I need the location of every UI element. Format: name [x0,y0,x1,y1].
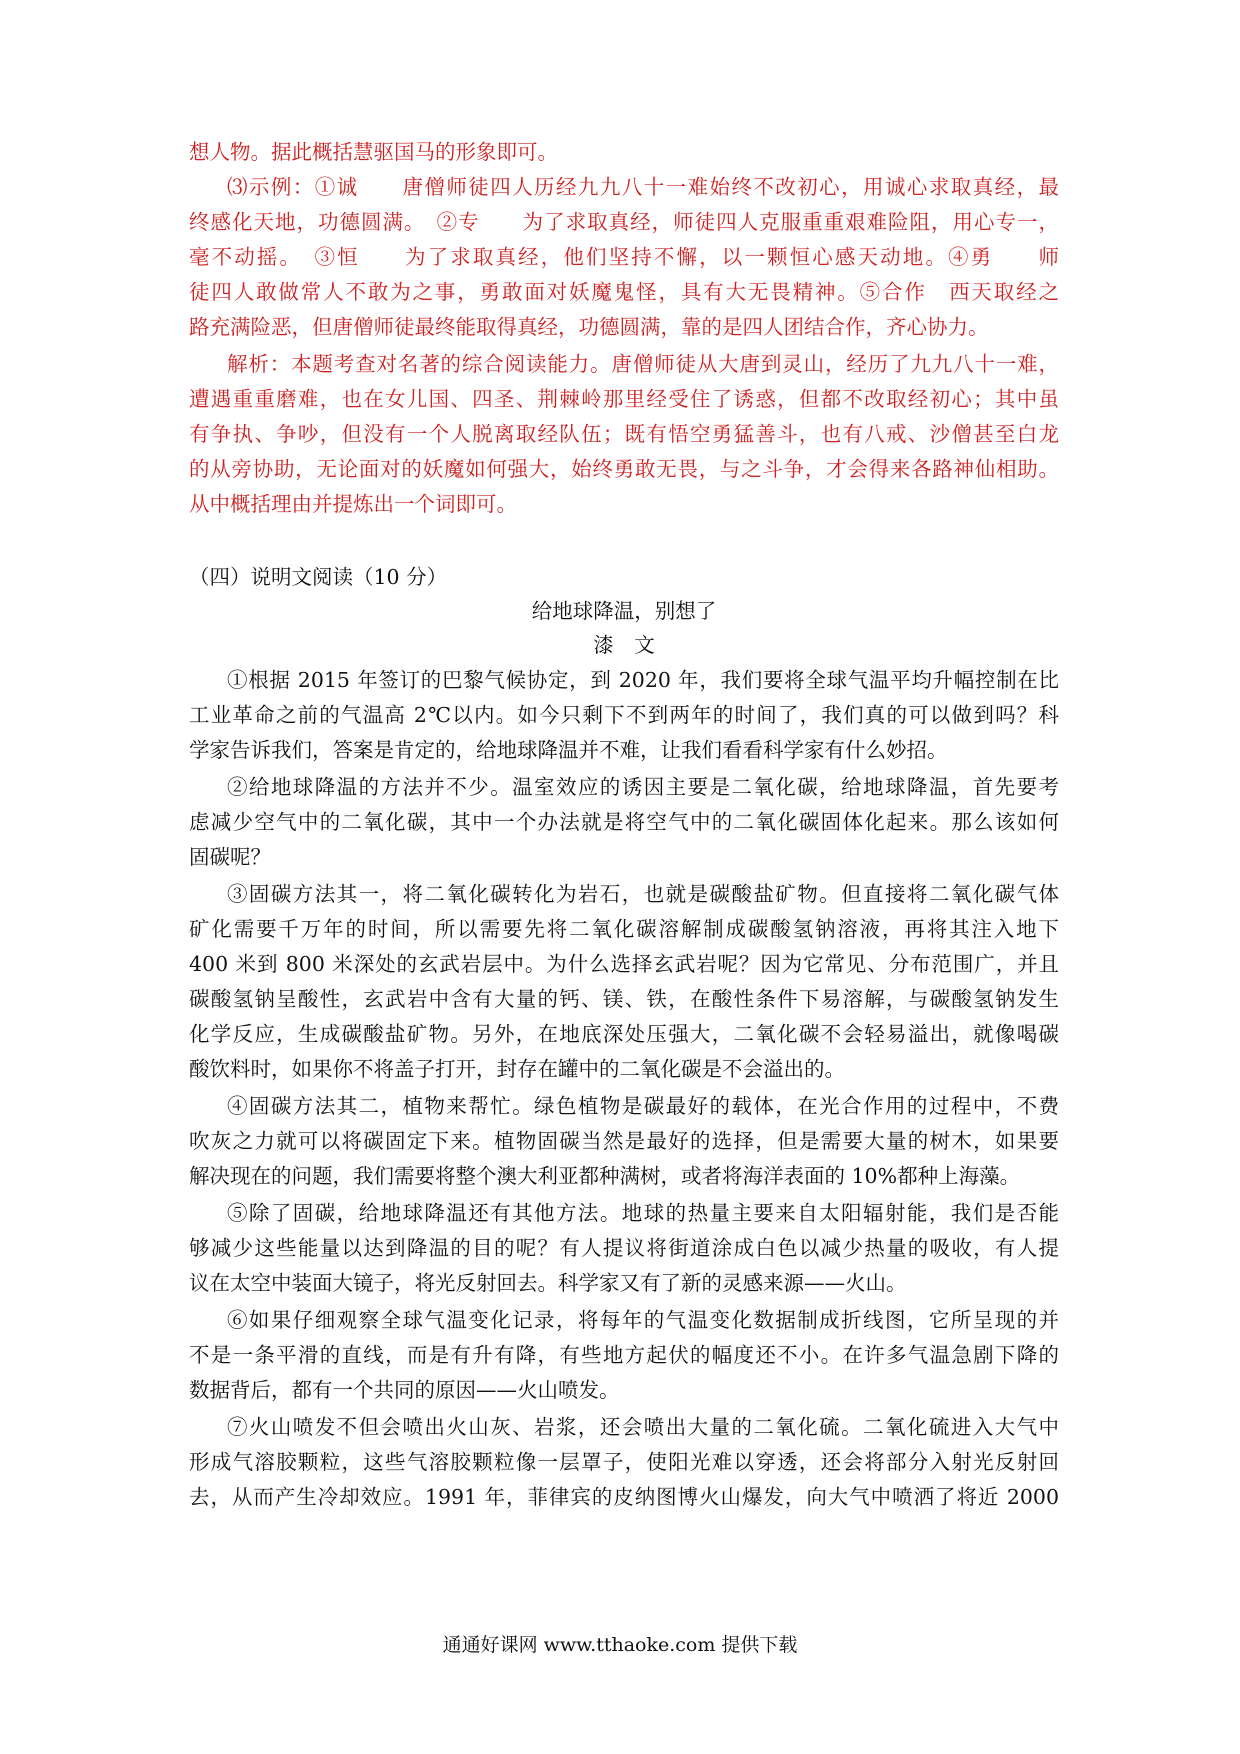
article-line: ⑤除了固碳，给地球降温还有其他方法。地球的热量主要来自太阳辐射能，我们是否能 [227,1201,1059,1225]
article-line: 碳酸氢钠呈酸性，玄武岩中含有大量的钙、镁、铁，在酸性条件下易溶解，与碳酸氢钠发生 [189,987,1059,1011]
article-line: 矿化需要千万年的时间，所以需要先将二氧化碳溶解制成碳酸氢钠溶液，再将其注入地下 [189,917,1059,941]
analysis-line: 有争执、争吵，但没有一个人脱离取经队伍；既有悟空勇猛善斗，也有八戒、沙僧甚至白龙 [189,422,1059,446]
analysis-line: 遭遇重重磨难，也在女儿国、四圣、荆棘岭那里经受住了诱惑，但都不改取经初心；其中虽 [189,387,1059,411]
article-line: ②给地球降温的方法并不少。温室效应的诱因主要是二氧化碳，给地球降温，首先要考 [227,775,1059,799]
answer-line: 想人物。据此概括慧驱国马的形象即可。 [189,140,558,164]
article-title: 给地球降温，别想了 [531,599,717,623]
article-line: 化学反应，生成碳酸盐矿物。另外，在地底深处压强大，二氧化碳不会轻易溢出，就像喝碳 [189,1022,1059,1046]
analysis-line: 解析：本题考查对名著的综合阅读能力。唐僧师徒从大唐到灵山，经历了九九八十一难， [227,352,1059,376]
answer-line: ⑶示例：①诚 唐僧师徒四人历经九九八十一难始终不改初心，用诚心求取真经，最 [227,175,1059,199]
analysis-line: 的从旁协助，无论面对的妖魔如何强大，始终勇敢无畏，与之斗争，才会得来各路神仙相助。 [189,457,1059,481]
answer-line: 毫不动摇。 ③恒 为了求取真经，他们坚持不懈，以一颗恒心感天动地。④勇 师 [189,245,1059,269]
article-line: 形成气溶胶颗粒，这些气溶胶颗粒像一层罩子，使阳光难以穿透，还会将部分入射光反射回 [189,1450,1059,1474]
article-line: ⑥如果仔细观察全球气温变化记录，将每年的气温变化数据制成折线图，它所呈现的并 [227,1308,1059,1332]
article-line: 吹灰之力就可以将碳固定下来。植物固碳当然是最好的选择，但是需要大量的树木，如果要 [189,1129,1059,1153]
article-line: 虑减少空气中的二氧化碳，其中一个办法就是将空气中的二氧化碳固体化起来。那么该如何 [189,810,1059,834]
article-line: 够减少这些能量以达到降温的目的呢？有人提议将街道涂成白色以减少热量的吸收，有人提 [189,1236,1059,1260]
answer-line: 徒四人敢做常人不敢为之事，勇敢面对妖魔鬼怪，具有大无畏精神。⑤合作 西天取经之 [189,280,1059,304]
article-line: 去，从而产生冷却效应。1991 年，菲律宾的皮纳图博火山爆发，向大气中喷洒了将近 2000 [189,1485,1059,1509]
article-line: ⑦火山喷发不但会喷出火山灰、岩浆，还会喷出大量的二氧化硫。二氧化硫进入大气中 [227,1415,1059,1439]
article-line: 不是一条平滑的直线，而是有升有降，有些地方起伏的幅度还不小。在许多气温急剧下降的 [189,1343,1059,1367]
answer-line: 路充满险恶，但唐僧师徒最终能取得真经，功德圆满，靠的是四人团结合作，齐心协力。 [189,315,989,339]
page-footer: 通通好课网 www.tthaoke.com 提供下载 [442,1634,798,1656]
answer-line: 终感化天地，功德圆满。 ②专 为了求取真经，师徒四人克服重重艰难险阻，用心专一， [189,210,1059,234]
article-author: 漆 文 [593,633,655,657]
article-line: 400 米到 800 米深处的玄武岩层中。为什么选择玄武岩呢？因为它常见、分布范围广，并且 [189,952,1059,976]
article-line: 数据背后，都有一个共同的原因——火山喷发。 [189,1378,620,1402]
article-line: ④固碳方法其二，植物来帮忙。绿色植物是碳最好的载体，在光合作用的过程中，不费 [227,1094,1059,1118]
article-line: 固碳呢？ [189,845,271,869]
article-line: 议在太空中装面大镜子，将光反射回去。科学家又有了新的灵感来源——火山。 [189,1271,907,1295]
article-line: 工业革命之前的气温高 2℃以内。如今只剩下不到两年的时间了，我们真的可以做到吗？科 [189,703,1059,727]
article-line: 学家告诉我们，答案是肯定的，给地球降温并不难，让我们看看科学家有什么妙招。 [189,738,948,762]
article-line: 酸饮料时，如果你不将盖子打开，封存在罐中的二氧化碳是不会溢出的。 [189,1057,845,1081]
article-line: ③固碳方法其一，将二氧化碳转化为岩石，也就是碳酸盐矿物。但直接将二氧化碳气体 [227,882,1059,906]
article-line: 解决现在的问题，我们需要将整个澳大利亚都种满树，或者将海洋表面的 10%都种上海藻。 [189,1164,1021,1188]
article-line: ①根据 2015 年签订的巴黎气候协定，到 2020 年，我们要将全球气温平均升幅控制在比 [227,668,1059,692]
analysis-line: 从中概括理由并提炼出一个词即可。 [189,492,517,516]
section-heading: （四）说明文阅读（10 分） [189,565,448,589]
